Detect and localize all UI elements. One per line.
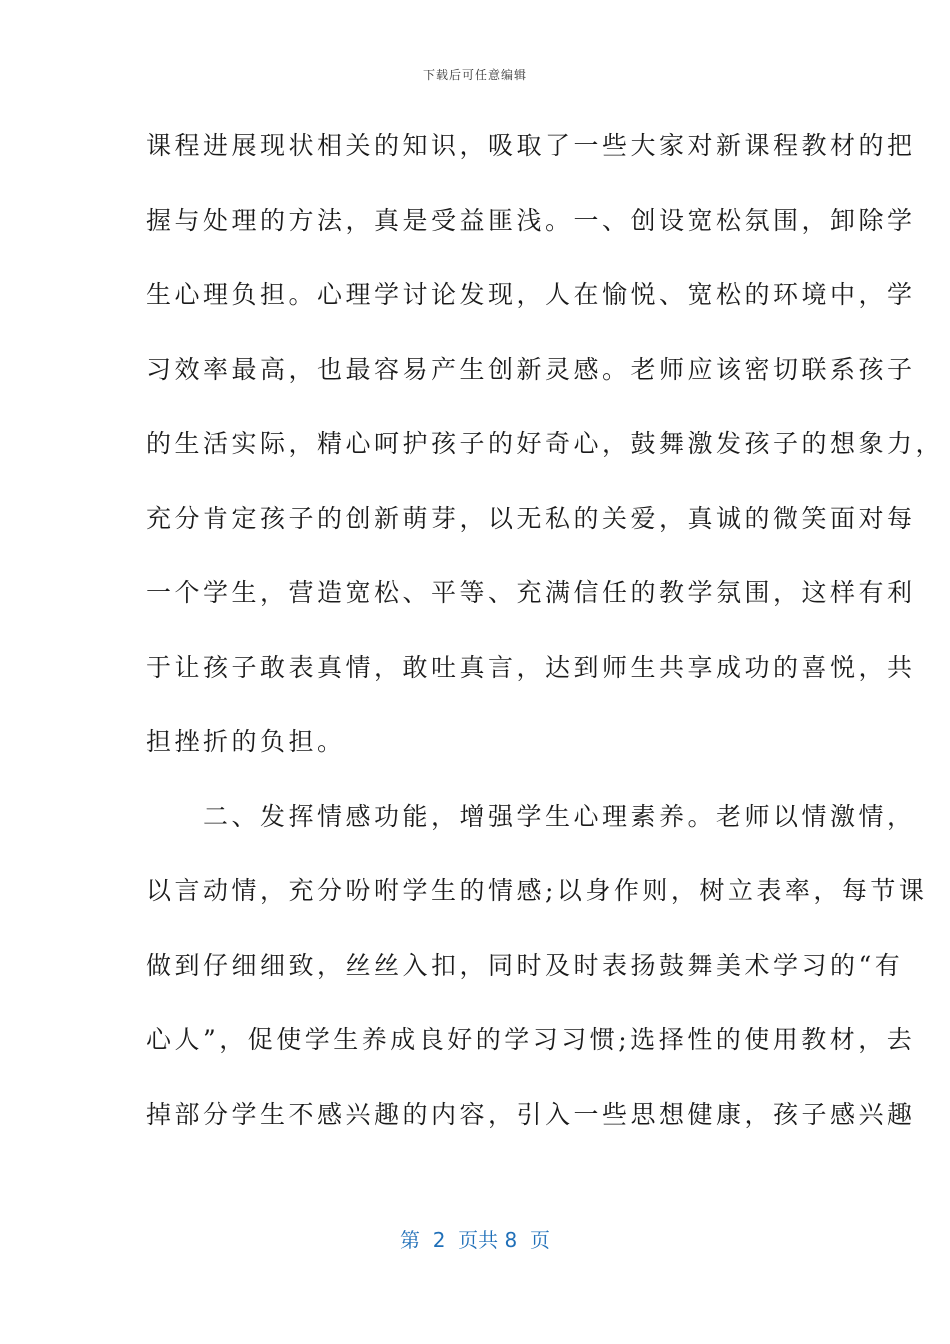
text-line: 一个学生，营造宽松、平等、充满信任的教学氛围，这样有利: [146, 578, 916, 607]
text-line: 习效率最高，也最容易产生创新灵感。老师应该密切联系孩子: [146, 354, 916, 384]
text-line: 握与处理的方法，真是受益匪浅。一、创设宽松氛围，卸除学: [146, 205, 916, 235]
text-line: 做到仔细细致，丝丝入扣，同时及时表扬鼓舞美术学习的“有: [146, 950, 904, 980]
document-body: [146, 124, 945, 1167]
text-line: 生心理负担。心理学讨论发现，人在愉悦、宽松的环境中，学: [146, 280, 916, 309]
text-line: 于让孩子敢表真情，敢吐真言，达到师生共享成功的喜悦，共: [146, 652, 916, 682]
text-line: 担挫折的负担。: [146, 727, 346, 756]
text-line: 课程进展现状相关的知识，吸取了一些大家对新课程教材的把: [146, 131, 916, 160]
text-line: 掉部分学生不感兴趣的内容，引入一些思想健康，孩子感兴趣: [146, 1099, 916, 1129]
header-note: 下载后可任意编辑: [422, 68, 527, 82]
text-line: 以言动情，充分吩咐学生的情感;以身作则，树立表率，每节课: [146, 876, 928, 905]
page-number: 第 2 页共 8 页: [400, 1228, 550, 1252]
paragraph-start-line: 二、发挥情感功能，增强学生心理素养。老师以情激情，: [146, 801, 916, 831]
text-line: 充分肯定孩子的创新萌芽，以无私的关爱，真诚的微笑面对每: [146, 503, 916, 533]
text-line: 心人”，促使学生养成良好的学习习惯;选择性的使用教材，去: [146, 1025, 916, 1054]
text-line: 的生活实际，精心呵护孩子的好奇心，鼓舞激发孩子的想象力，: [146, 429, 945, 458]
